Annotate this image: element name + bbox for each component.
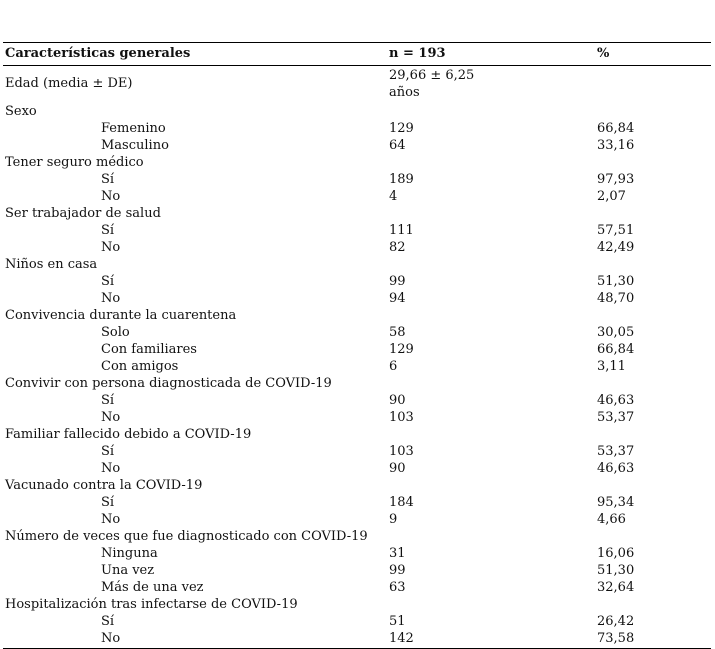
- group-row: [3, 205, 711, 222]
- row-pct: 26,42: [597, 614, 635, 629]
- row-label: Con amigos: [101, 359, 179, 374]
- row-n: 63: [389, 580, 406, 595]
- table-row: [3, 545, 711, 562]
- table-row: [3, 222, 711, 239]
- row-pct: 16,06: [597, 546, 635, 561]
- table-row: [3, 120, 711, 137]
- row-label: No: [101, 291, 121, 306]
- group-row: [3, 103, 711, 120]
- row-n: 90: [389, 461, 406, 476]
- row-pct: 97,93: [597, 172, 635, 187]
- row-pct: 2,07: [597, 189, 626, 204]
- table-row: [3, 579, 711, 596]
- row-label: Masculino: [101, 138, 169, 153]
- row-pct: 46,63: [597, 461, 635, 476]
- row-label: Sí: [101, 393, 115, 408]
- table-body: [3, 103, 711, 647]
- row-pct: 57,51: [597, 223, 635, 238]
- row-pct: 73,58: [597, 631, 635, 646]
- row-n: 103: [389, 444, 414, 459]
- row-n: 6: [389, 359, 398, 374]
- group-label: Número de veces que fue diagnosticado con COVID-19: [5, 529, 368, 544]
- row-label: Femenino: [101, 121, 166, 136]
- row-pct: 32,64: [597, 580, 635, 595]
- row-n: 142: [389, 631, 414, 646]
- row-label: Solo: [101, 325, 130, 340]
- row-n: 82: [389, 240, 406, 255]
- row-n: 31: [389, 546, 406, 561]
- table-row: [3, 443, 711, 460]
- row-label: No: [101, 512, 121, 527]
- row-n: 129: [389, 121, 414, 136]
- row-n: 9: [389, 512, 398, 527]
- header-pct: %: [597, 46, 610, 61]
- row-pct: 4,66: [597, 512, 626, 527]
- table-row: [3, 562, 711, 579]
- table-row: [3, 188, 711, 205]
- table-row: [3, 392, 711, 409]
- table-header: [3, 43, 711, 65]
- row-n: 189: [389, 172, 414, 187]
- group-row: [3, 528, 711, 545]
- row-pct: 53,37: [597, 410, 635, 425]
- group-row: [3, 375, 711, 392]
- table-row: [3, 273, 711, 290]
- row-n: 4: [389, 189, 398, 204]
- row-pct: 3,11: [597, 359, 626, 374]
- row-pct: 46,63: [597, 393, 635, 408]
- row-label: Una vez: [101, 563, 155, 578]
- header-n: n = 193: [389, 46, 446, 61]
- row-n: 94: [389, 291, 406, 306]
- group-label: Sexo: [5, 104, 37, 119]
- row-label: Sí: [101, 223, 115, 238]
- row-label: Más de una vez: [101, 580, 204, 595]
- row-n: 51: [389, 614, 406, 629]
- group-label: Ser trabajador de salud: [5, 206, 161, 221]
- row-label: Sí: [101, 172, 115, 187]
- group-label: Convivir con persona diagnosticada de COVID-19: [5, 376, 332, 391]
- row-label: Con familiares: [101, 342, 197, 357]
- row-label: No: [101, 410, 121, 425]
- table-row: [3, 630, 711, 647]
- group-label: Niños en casa: [5, 257, 98, 272]
- table-row: [3, 290, 711, 307]
- group-label: Convivencia durante la cuarentena: [5, 308, 237, 323]
- table-row: [3, 494, 711, 511]
- row-n: 58: [389, 325, 406, 340]
- table-row: [3, 613, 711, 630]
- row-pct: 30,05: [597, 325, 635, 340]
- age-value: 29,66 ± 6,25 años: [389, 68, 475, 100]
- row-n: 111: [389, 223, 414, 238]
- row-pct: 53,37: [597, 444, 635, 459]
- row-label: No: [101, 240, 121, 255]
- table-row: [3, 239, 711, 256]
- group-label: Vacunado contra la COVID-19: [5, 478, 203, 493]
- table-row: [3, 137, 711, 154]
- row-pct: 48,70: [597, 291, 635, 306]
- row-label: Sí: [101, 274, 115, 289]
- row-pct: 66,84: [597, 342, 635, 357]
- group-row: [3, 477, 711, 494]
- row-pct: 66,84: [597, 121, 635, 136]
- row-label: Sí: [101, 495, 115, 510]
- row-n: 99: [389, 274, 406, 289]
- row-n: 129: [389, 342, 414, 357]
- row-label: Sí: [101, 444, 115, 459]
- group-row: [3, 426, 711, 443]
- row-pct: 33,16: [597, 138, 635, 153]
- row-label: No: [101, 461, 121, 476]
- row-n: 90: [389, 393, 406, 408]
- row-n: 64: [389, 138, 406, 153]
- group-row: [3, 596, 711, 613]
- row-label: Ninguna: [101, 546, 158, 561]
- header-characteristic: Características generales: [5, 46, 191, 61]
- row-n: 184: [389, 495, 414, 510]
- table-row: [3, 511, 711, 528]
- age-label: Edad (media ± DE): [5, 76, 133, 91]
- row-pct: 51,30: [597, 274, 635, 289]
- table-row: [3, 460, 711, 477]
- table-row: [3, 171, 711, 188]
- table-row: [3, 324, 711, 341]
- table-row: [3, 358, 711, 375]
- age-row: [3, 69, 711, 103]
- row-pct: 51,30: [597, 563, 635, 578]
- row-pct: 42,49: [597, 240, 635, 255]
- group-label: Tener seguro médico: [5, 155, 144, 170]
- row-pct: 95,34: [597, 495, 635, 510]
- row-label: No: [101, 189, 121, 204]
- row-label: No: [101, 631, 121, 646]
- group-label: Hospitalización tras infectarse de COVID-19: [5, 597, 298, 612]
- group-row: [3, 256, 711, 273]
- table-row: [3, 341, 711, 358]
- group-label: Familiar fallecido debido a COVID-19: [5, 427, 252, 442]
- row-label: Sí: [101, 614, 115, 629]
- characteristics-table: [3, 42, 711, 649]
- table-row: [3, 409, 711, 426]
- group-row: [3, 154, 711, 171]
- group-row: [3, 307, 711, 324]
- row-n: 99: [389, 563, 406, 578]
- row-n: 103: [389, 410, 414, 425]
